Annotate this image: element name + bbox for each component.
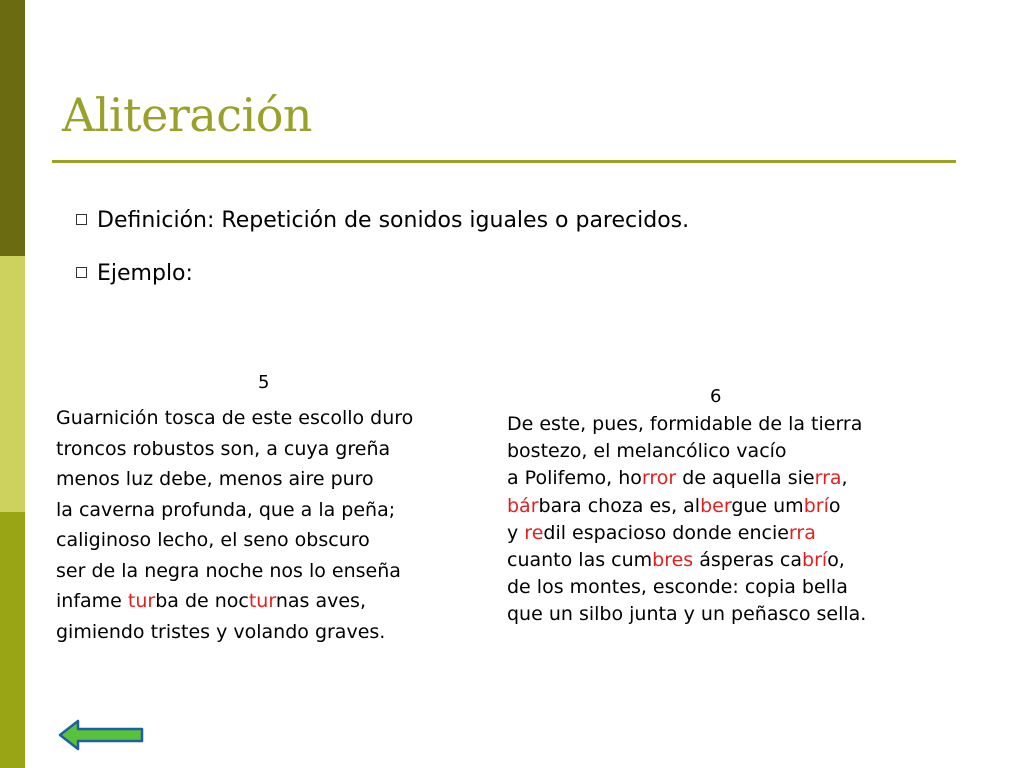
poem-line	[507, 574, 866, 601]
bullet-definition-text: Definición: Repetición de sonidos iguales o parecidos.	[97, 208, 690, 233]
side-bar-bottom	[0, 512, 25, 768]
poem-line	[507, 493, 866, 520]
poem-text: menos luz debe, menos aire puro	[56, 468, 374, 490]
poem-line	[507, 520, 866, 547]
poem-text: gue um	[731, 494, 804, 517]
title-divider	[52, 160, 956, 163]
poem-text: bara choza es, al	[538, 494, 701, 517]
alliteration-highlight: tur	[248, 590, 276, 612]
poem-text: de los montes, esconde: copia bella	[507, 576, 848, 599]
back-arrow-shape[interactable]	[60, 721, 142, 749]
poem-text: caliginoso lecho, el seno obscuro	[56, 529, 370, 551]
poem-line	[56, 586, 413, 617]
alliteration-highlight: brí	[802, 549, 828, 572]
stanza-number-5: 5	[258, 372, 270, 393]
poem-line	[507, 601, 866, 628]
poem-text: y	[507, 521, 525, 544]
poem-text: gimiendo tristes y volando graves.	[56, 620, 386, 643]
poem-text: bostezo, el melancólico vacío	[507, 440, 787, 463]
poem-text: nas aves,	[275, 590, 366, 612]
poem-text: Guarnición tosca de este escollo duro	[56, 407, 414, 429]
stanza-5	[56, 403, 413, 647]
alliteration-highlight: rror	[641, 467, 677, 490]
side-bar-top	[0, 0, 25, 256]
poem-text: la caverna profunda, que a la peña;	[56, 498, 396, 521]
poem-text: a Polifemo, ho	[507, 467, 642, 490]
poem-text: cuanto las cum	[507, 549, 653, 572]
alliteration-highlight: bár	[507, 494, 539, 517]
alliteration-highlight: brí	[803, 494, 829, 517]
poem-line	[507, 547, 866, 574]
alliteration-highlight: bres	[652, 549, 694, 572]
alliteration-highlight: ber	[700, 494, 732, 517]
poem-line	[507, 411, 866, 438]
poem-line	[56, 617, 413, 648]
square-bullet-icon	[76, 214, 87, 225]
bullet-definition	[76, 208, 689, 233]
poem-line	[56, 525, 413, 556]
poem-text: que un silbo junta y un peñasco sella.	[507, 603, 867, 626]
bullet-example-text: Ejemplo:	[97, 261, 193, 286]
poem-text: o	[828, 494, 841, 517]
square-bullet-icon	[76, 267, 87, 278]
left-arrow-icon[interactable]	[58, 718, 144, 752]
poem-text: infame	[56, 590, 128, 612]
poem-line	[56, 495, 413, 526]
stanza-number-6: 6	[710, 386, 722, 407]
poem-line	[507, 465, 866, 492]
alliteration-highlight: rra	[788, 521, 816, 544]
poem-text: ásperas ca	[693, 549, 803, 572]
side-bar-middle	[0, 256, 25, 512]
poem-text: ser de la negra noche nos lo enseña	[56, 559, 401, 582]
poem-line	[56, 403, 413, 434]
poem-text: troncos robustos son, a cuya greña	[56, 437, 391, 460]
poem-text: de aquella sie	[676, 467, 815, 490]
poem-text: ba de noc	[155, 590, 249, 612]
poem-text: dil espacioso donde encie	[543, 521, 789, 544]
slide-title: Aliteración	[62, 88, 313, 142]
alliteration-highlight: rra	[814, 467, 842, 490]
poem-text: ,	[841, 467, 848, 490]
poem-line	[507, 438, 866, 465]
stanza-6	[507, 411, 866, 629]
alliteration-highlight: tur	[127, 590, 156, 612]
poem-line	[56, 434, 413, 465]
poem-line	[56, 464, 413, 495]
alliteration-highlight: re	[524, 521, 544, 544]
poem-text: o,	[827, 549, 845, 572]
poem-line	[56, 556, 413, 587]
bullet-example	[76, 261, 193, 286]
poem-text: De este, pues, formidable de la tierra	[507, 413, 863, 435]
